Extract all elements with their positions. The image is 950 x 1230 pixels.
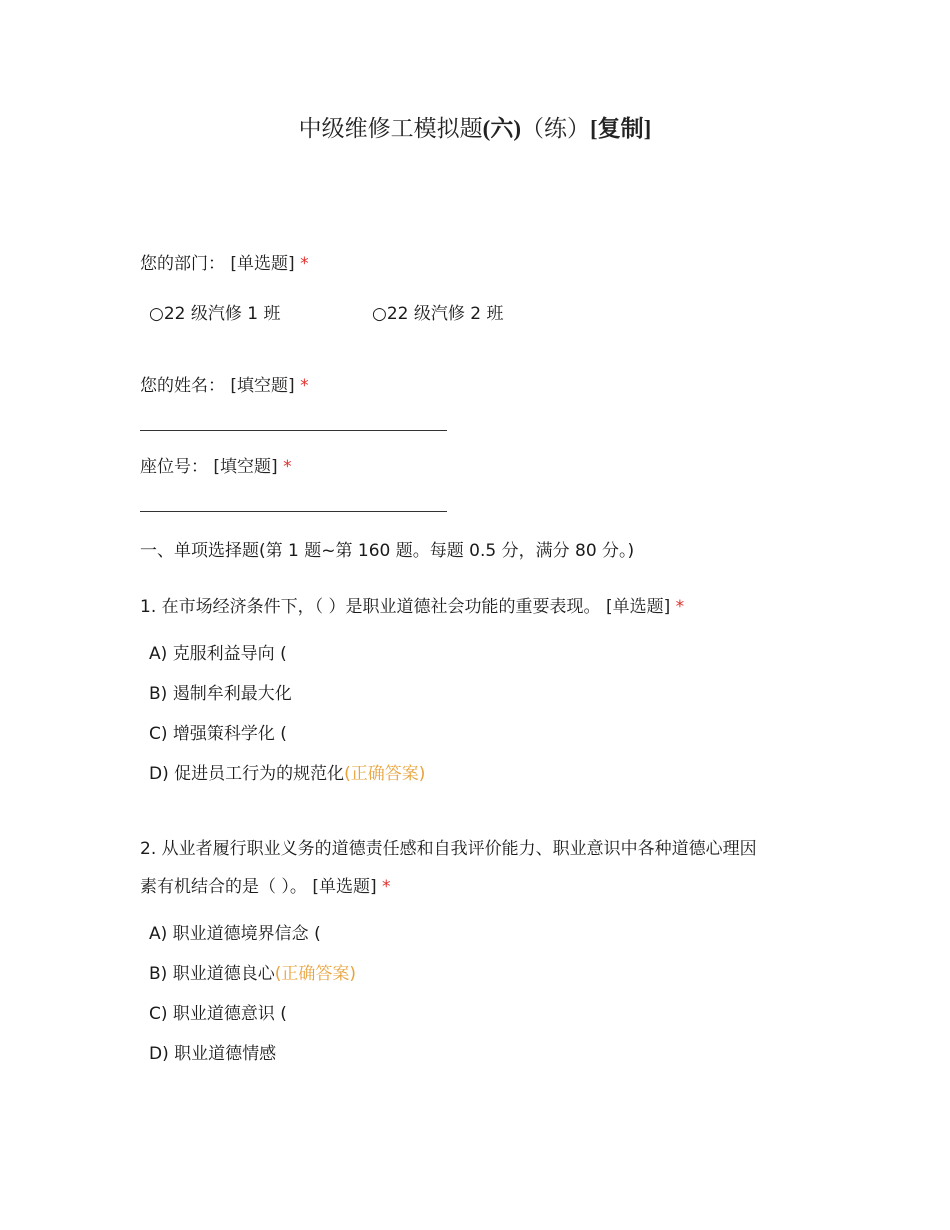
title-part2: （练） [521,116,590,142]
department-type-tag: [单选题] [230,254,295,274]
option-label: A) 克服利益导向 ( [149,644,287,664]
option-label: C) 职业道德意识 ( [149,1004,287,1024]
question-1-type-tag: [单选题] [605,597,671,617]
seat-question [140,448,820,486]
correct-answer-mark: (正确答案) [274,964,356,984]
department-label: 您的部门： [140,254,225,274]
question-2-option-a[interactable] [149,922,321,946]
required-marker: * [300,254,309,274]
question-2-text-line2: 素有机结合的是（ ）。 [140,877,307,897]
section-header: 一、单项选择题(第 1 题~第 160 题。每题 0.5 分，满分 80 分。) [140,541,635,561]
question-1-option-d[interactable] [149,762,425,786]
option-label: A) 职业道德境界信念 ( [149,924,321,944]
option-label: D) 职业道德情感 [149,1044,277,1064]
question-1-option-b[interactable] [149,682,292,706]
required-marker: * [283,457,292,477]
required-marker: * [381,877,391,897]
option-label: B) 职业道德良心 [149,964,275,984]
title-part3: [复制] [590,116,652,141]
name-question [140,367,820,405]
option-label: C) 增强策科学化 ( [149,724,287,744]
question-2 [140,830,820,906]
question-1-text: 1. 在市场经济条件下，（ ）是职业道德社会功能的重要表现。 [140,597,601,617]
question-2-option-b[interactable] [149,962,356,986]
question-2-option-d[interactable] [149,1042,276,1066]
question-2-type-tag: [单选题] [312,877,377,897]
question-1-option-a[interactable] [149,642,287,666]
seat-type-tag: [填空题] [213,457,278,477]
name-label: 您的姓名： [140,376,225,396]
name-type-tag: [填空题] [230,376,295,396]
department-question [140,245,820,283]
department-option-2[interactable]: ○22 级汽修 2 班 [372,304,504,324]
department-option-1[interactable]: ○22 级汽修 1 班 [149,304,281,324]
required-marker: * [675,597,685,617]
title-main: 中级维修工模拟题 [298,116,483,142]
name-input-line[interactable] [140,430,447,431]
question-2-text-line1: 2. 从业者履行职业义务的道德责任感和自我评价能力、职业意识中各种道德心理因 [140,839,757,859]
required-marker: * [300,376,309,396]
correct-answer-mark: (正确答案) [344,764,426,784]
seat-input-line[interactable] [140,511,447,512]
title-part1: (六) [482,116,521,141]
question-2-option-c[interactable] [149,1002,287,1026]
seat-label: 座位号： [140,457,208,477]
page-title [0,110,950,143]
option-label: D) 促进员工行为的规范化 [149,764,345,784]
question-1-option-c[interactable] [149,722,287,746]
option-label: B) 遏制牟利最大化 [149,684,292,704]
question-1 [140,588,820,626]
